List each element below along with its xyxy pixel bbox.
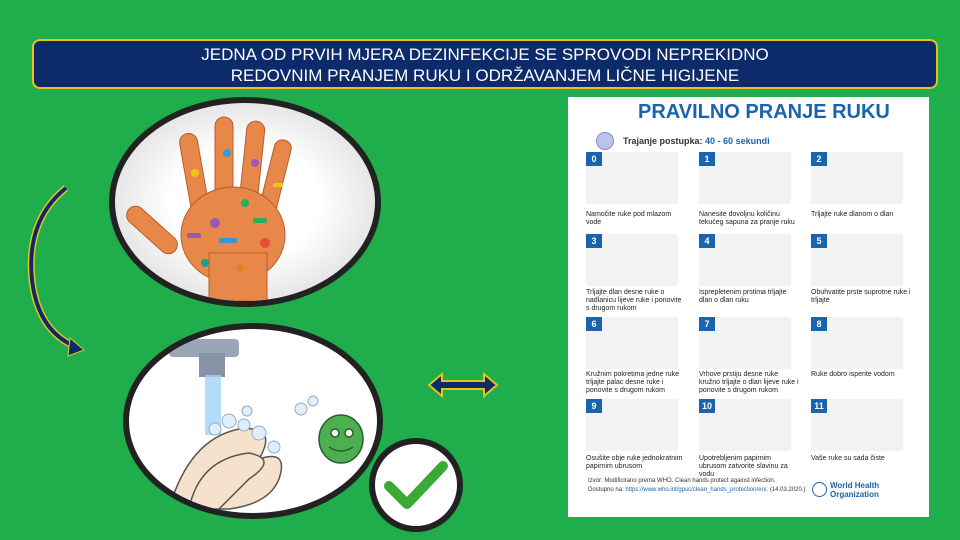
banner-line-1: JEDNA OD PRVIH MJERA DEZINFEKCIJE SE SPROVODI NEPREKIDNO [201, 45, 769, 64]
who-label [830, 481, 879, 499]
step-9-number: 9 [586, 399, 602, 413]
clock-icon [596, 132, 614, 150]
duration-label: Trajanje postupka: [623, 136, 703, 146]
step-6-image [586, 317, 678, 369]
step-5-number: 5 [811, 234, 827, 248]
step-6-number: 6 [586, 317, 602, 331]
hand-washing-icon [129, 329, 377, 513]
curved-arrow-icon [26, 180, 90, 360]
available-line [588, 486, 818, 495]
available-date: (14.03.2020.) [769, 487, 806, 493]
step-4-image [699, 234, 791, 286]
step-11-image [811, 399, 903, 451]
step-8-caption: Ruke dobro isperite vodom [811, 371, 895, 378]
step-4-number: 4 [699, 234, 715, 248]
poster-title: PRAVILNO PRANJE RUKU [638, 101, 890, 123]
step-0-caption: Namočite ruke pod mlazom vode [586, 211, 672, 226]
step-5-image [811, 234, 903, 286]
step-9-caption: Osušite obje ruke jednokratnim papirnim ubrusom [586, 455, 683, 470]
step-1-number: 1 [699, 152, 715, 166]
who-line-2: Organization [830, 490, 879, 499]
step-2-number: 2 [811, 152, 827, 166]
source-line: Izvor: Modificirano prema WHO. Clean hands protect against infection. [588, 478, 776, 484]
step-2-image [811, 152, 903, 204]
step-6-caption: Kružnim pokretima jedne ruke trljajte palac desne ruke i ponovite s drugom rukom [586, 371, 679, 394]
who-logo-icon [812, 482, 827, 497]
germ-hand-image [109, 97, 381, 307]
double-arrow-icon [426, 370, 500, 400]
step-9-image [586, 399, 678, 451]
step-0-number: 0 [586, 152, 602, 166]
banner-line-2: REDOVNIM PRANJEM RUKU I ODRŽAVANJEM LIČNE HIGIJENE [230, 66, 740, 85]
duration-value: 40 - 60 sekundi [705, 136, 770, 146]
step-1-image [699, 152, 791, 204]
step-0-image [586, 152, 678, 204]
handwashing-poster [568, 97, 929, 517]
step-10-number: 10 [699, 399, 715, 413]
step-1-caption: Nanesite dovoljnu količinu tekućeg sapuna za pranje ruku [699, 211, 795, 226]
check-mark-icon [375, 444, 457, 526]
step-7-number: 7 [699, 317, 715, 331]
title-banner [32, 39, 938, 89]
step-3-caption: Trljajte dlan desne ruke o nadlanicu lijeve ruke i ponovite s drugom rukom [586, 289, 682, 312]
step-11-caption: Vaše ruke su sada čiste [811, 455, 885, 462]
step-10-image [699, 399, 791, 451]
germ-hand-icon [115, 103, 375, 301]
step-8-image [811, 317, 903, 369]
available-link[interactable]: https://www.who.int/gpsc/clean_hands_protection/en/. [625, 487, 769, 493]
available-label: Dostupno na: [588, 487, 624, 493]
step-8-number: 8 [811, 317, 827, 331]
step-5-caption: Obuhvatite prste suprotne ruke i trljajte [811, 289, 911, 304]
step-7-caption: Vrhove prstiju desne ruke kružno trljajte o dlan lijeve ruke i ponovite s drugom rukom [699, 371, 799, 394]
step-11-number: 11 [811, 399, 827, 413]
step-10-caption: Upotrebljenim papirnim ubrusom zatvorite slavinu za vodu [699, 455, 788, 478]
check-circle [369, 438, 463, 532]
step-2-caption: Trljajte ruke dlanom o dlan [811, 211, 894, 218]
step-3-number: 3 [586, 234, 602, 248]
step-3-image [586, 234, 678, 286]
hand-washing-image [123, 323, 383, 519]
step-4-caption: Isprepletenim prstima trljajte dlan o dlan ruku [699, 289, 787, 304]
poster-source [588, 477, 818, 495]
step-7-image [699, 317, 791, 369]
duration-text [623, 136, 770, 146]
who-line-1: World Health [830, 481, 880, 490]
